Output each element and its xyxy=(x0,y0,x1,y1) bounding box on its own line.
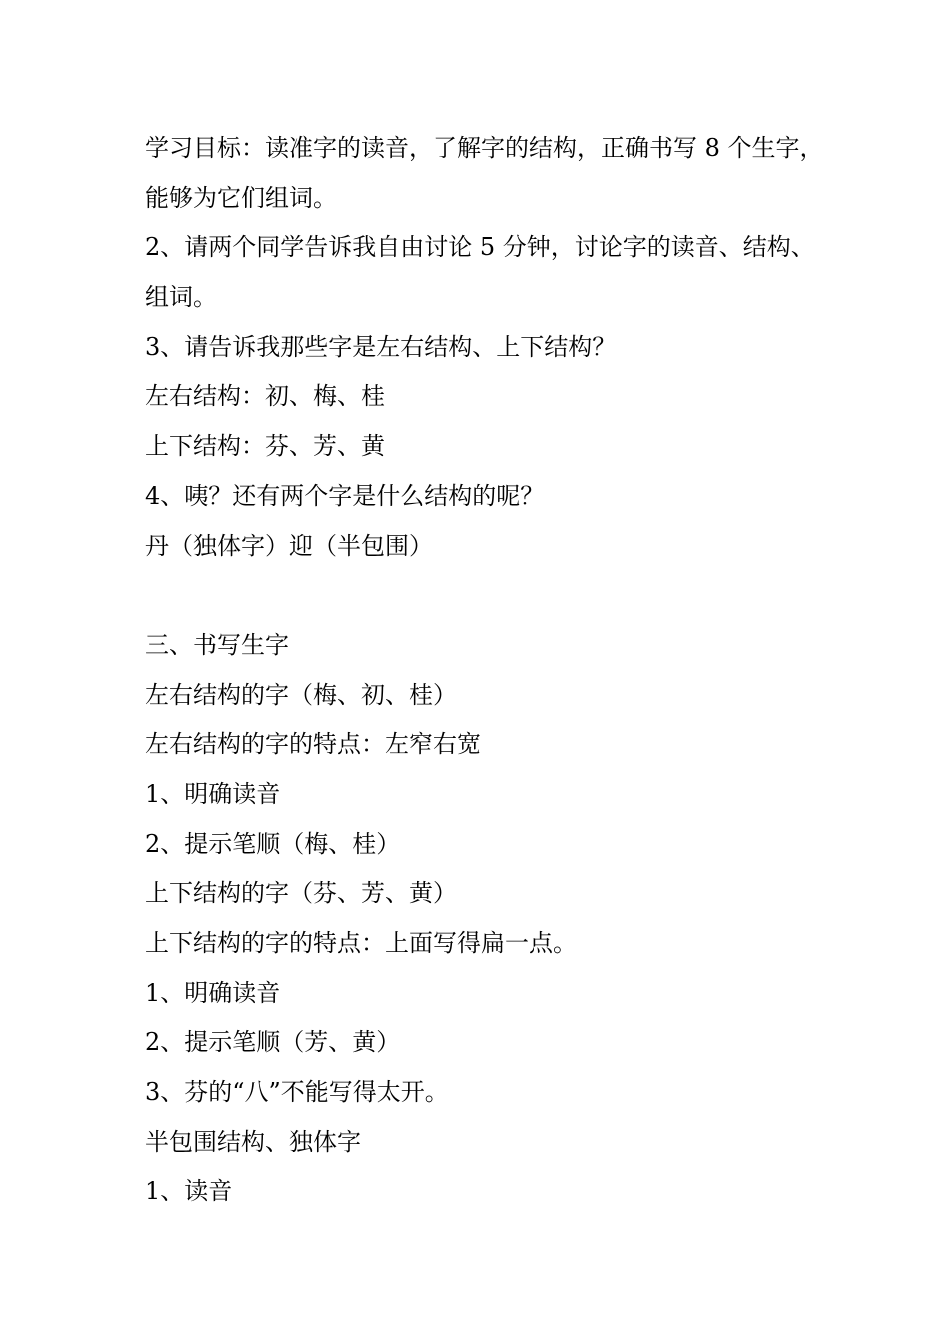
top-bottom-chars-heading: 上下结构的字（芬、芳、黄） xyxy=(145,879,457,908)
step-2-line-2: 组词。 xyxy=(145,283,217,312)
left-right-structure-list: 左右结构：初、梅、桂 xyxy=(145,382,385,411)
learning-objective-line-1: 学习目标：读准字的读音，了解字的结构，正确书写 8 个生字， xyxy=(145,134,824,162)
blank-line xyxy=(145,571,835,621)
document-body xyxy=(145,124,835,1217)
learning-objective-line-2: 能够为它们组词。 xyxy=(145,183,337,212)
left-right-step-1: 1、明确读音 xyxy=(145,779,281,808)
step-4-question: 4、咦？还有两个字是什么结构的呢？ xyxy=(145,481,545,510)
left-right-feature: 左右结构的字的特点：左窄右宽 xyxy=(145,730,481,759)
section-3-heading: 三、书写生字 xyxy=(145,630,289,659)
top-bottom-step-2: 2、提示笔顺（芳、黄） xyxy=(145,1028,401,1057)
top-bottom-structure-list: 上下结构：芬、芳、黄 xyxy=(145,432,385,461)
step-3-question: 3、请告诉我那些字是左右结构、上下结构？ xyxy=(145,332,617,361)
left-right-step-2: 2、提示笔顺（梅、桂） xyxy=(145,829,401,858)
other-structures-line: 丹（独体字）迎（半包围） xyxy=(145,531,433,560)
half-enclosure-heading: 半包围结构、独体字 xyxy=(145,1127,361,1156)
top-bottom-feature: 上下结构的字的特点：上面写得扁一点。 xyxy=(145,929,577,957)
top-bottom-step-1: 1、明确读音 xyxy=(145,978,281,1007)
left-right-chars-heading: 左右结构的字（梅、初、桂） xyxy=(145,680,457,709)
step-2-line-1: 2、请两个同学告诉我自由讨论 5 分钟，讨论字的读音、结构、 xyxy=(145,233,815,262)
top-bottom-step-3: 3、芬的“八”不能写得太开。 xyxy=(145,1078,449,1107)
half-enclosure-step-1: 1、读音 xyxy=(145,1177,233,1206)
